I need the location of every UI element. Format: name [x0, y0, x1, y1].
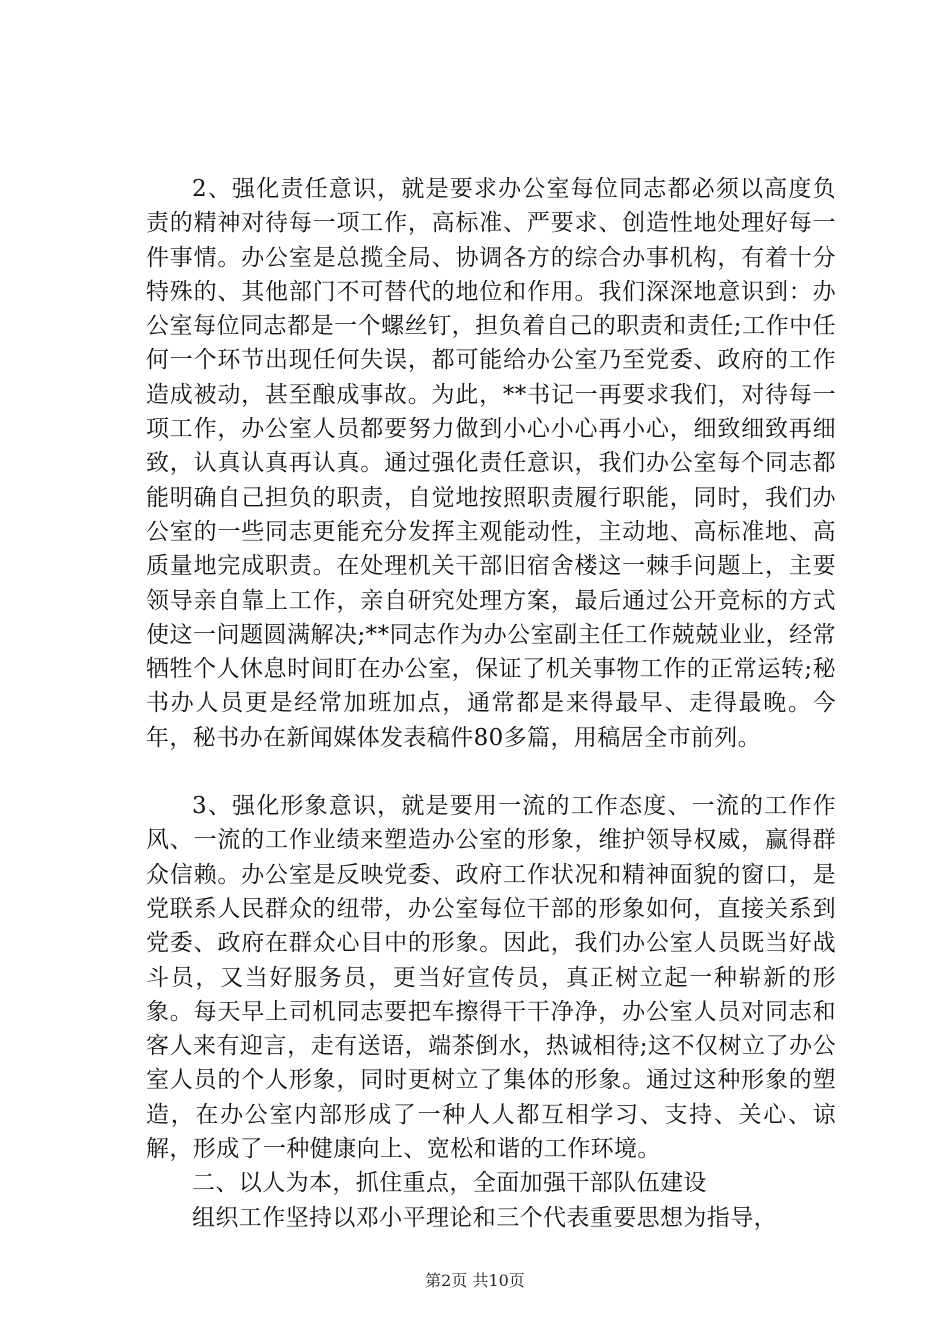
- page-footer: 第2页 共10页: [425, 1271, 525, 1290]
- document-body: [146, 172, 836, 1235]
- paragraph-organization: 组织工作坚持以邓小平理论和三个代表重要思想为指导，: [192, 1204, 777, 1231]
- section-heading: 二、以人为本，抓住重点，全面加强干部队伍建设: [192, 1170, 707, 1197]
- paragraph-responsibility: 2、强化责任意识，就是要求办公室每位同志都必须以高度负责的精神对待每一项工作，高标准、严要求、创造性地处理好每一件事情。办公室是总揽全局、协调各方的综合办事机构，有着十分特殊的、其他部门不可替代的地位和作用。我们深深地意识到：办公室每位同志都是一个螺丝钉，担负着自己的职责和责任;工作中任何一个环节出现任何失误，都可能给办公室乃至党委、政府的工作造成被动，甚至酿成事故。为此，**书记一再要求我们，对待每一项工作，办公室人员都要努力做到小心小心再小心，细致细致再细致，认真认真再认真。通过强化责任意识，我们办公室每个同志都能明确自己担负的职责，自觉地按照职责履行职能，同时，我们办公室的一些同志更能充分发挥主观能动性，主动地、高标准地、高质量地完成职责。在处理机关干部旧宿舍楼这一棘手问题上，主要领导亲自靠上工作，亲自研究处理方案，最后通过公开竞标的方式使这一问题圆满解决;**同志作为办公室副主任工作兢兢业业，经常牺牲个人休息时间盯在办公室，保证了机关事物工作的正常运转;秘书办人员更是经常加班加点，通常都是来得最早、走得最晚。今年，秘书办在新闻媒体发表稿件80多篇，用稿居全市前列。: [146, 176, 836, 751]
- paragraph-image: 3、强化形象意识，就是要用一流的工作态度、一流的工作作风、一流的工作业绩来塑造办公室的形象，维护领导权威，赢得群众信赖。办公室是反映党委、政府工作状况和精神面貌的窗口，是党联系人民群众的纽带，办公室每位干部的形象如何，直接关系到党委、政府在群众心目中的形象。因此，我们办公室人员既当好战斗员，又当好服务员，更当好宣传员，真正树立起一种崭新的形象。每天早上司机同志要把车擦得干干净净，办公室人员对同志和客人来有迎言，走有送语，端茶倒水，热诚相待;这不仅树立了办公室人员的个人形象，同时更树立了集体的形象。通过这种形象的塑造，在办公室内部形成了一种人人都互相学习、支持、关心、谅解，形成了一种健康向上、宽松和谐的工作环境。: [146, 793, 836, 1163]
